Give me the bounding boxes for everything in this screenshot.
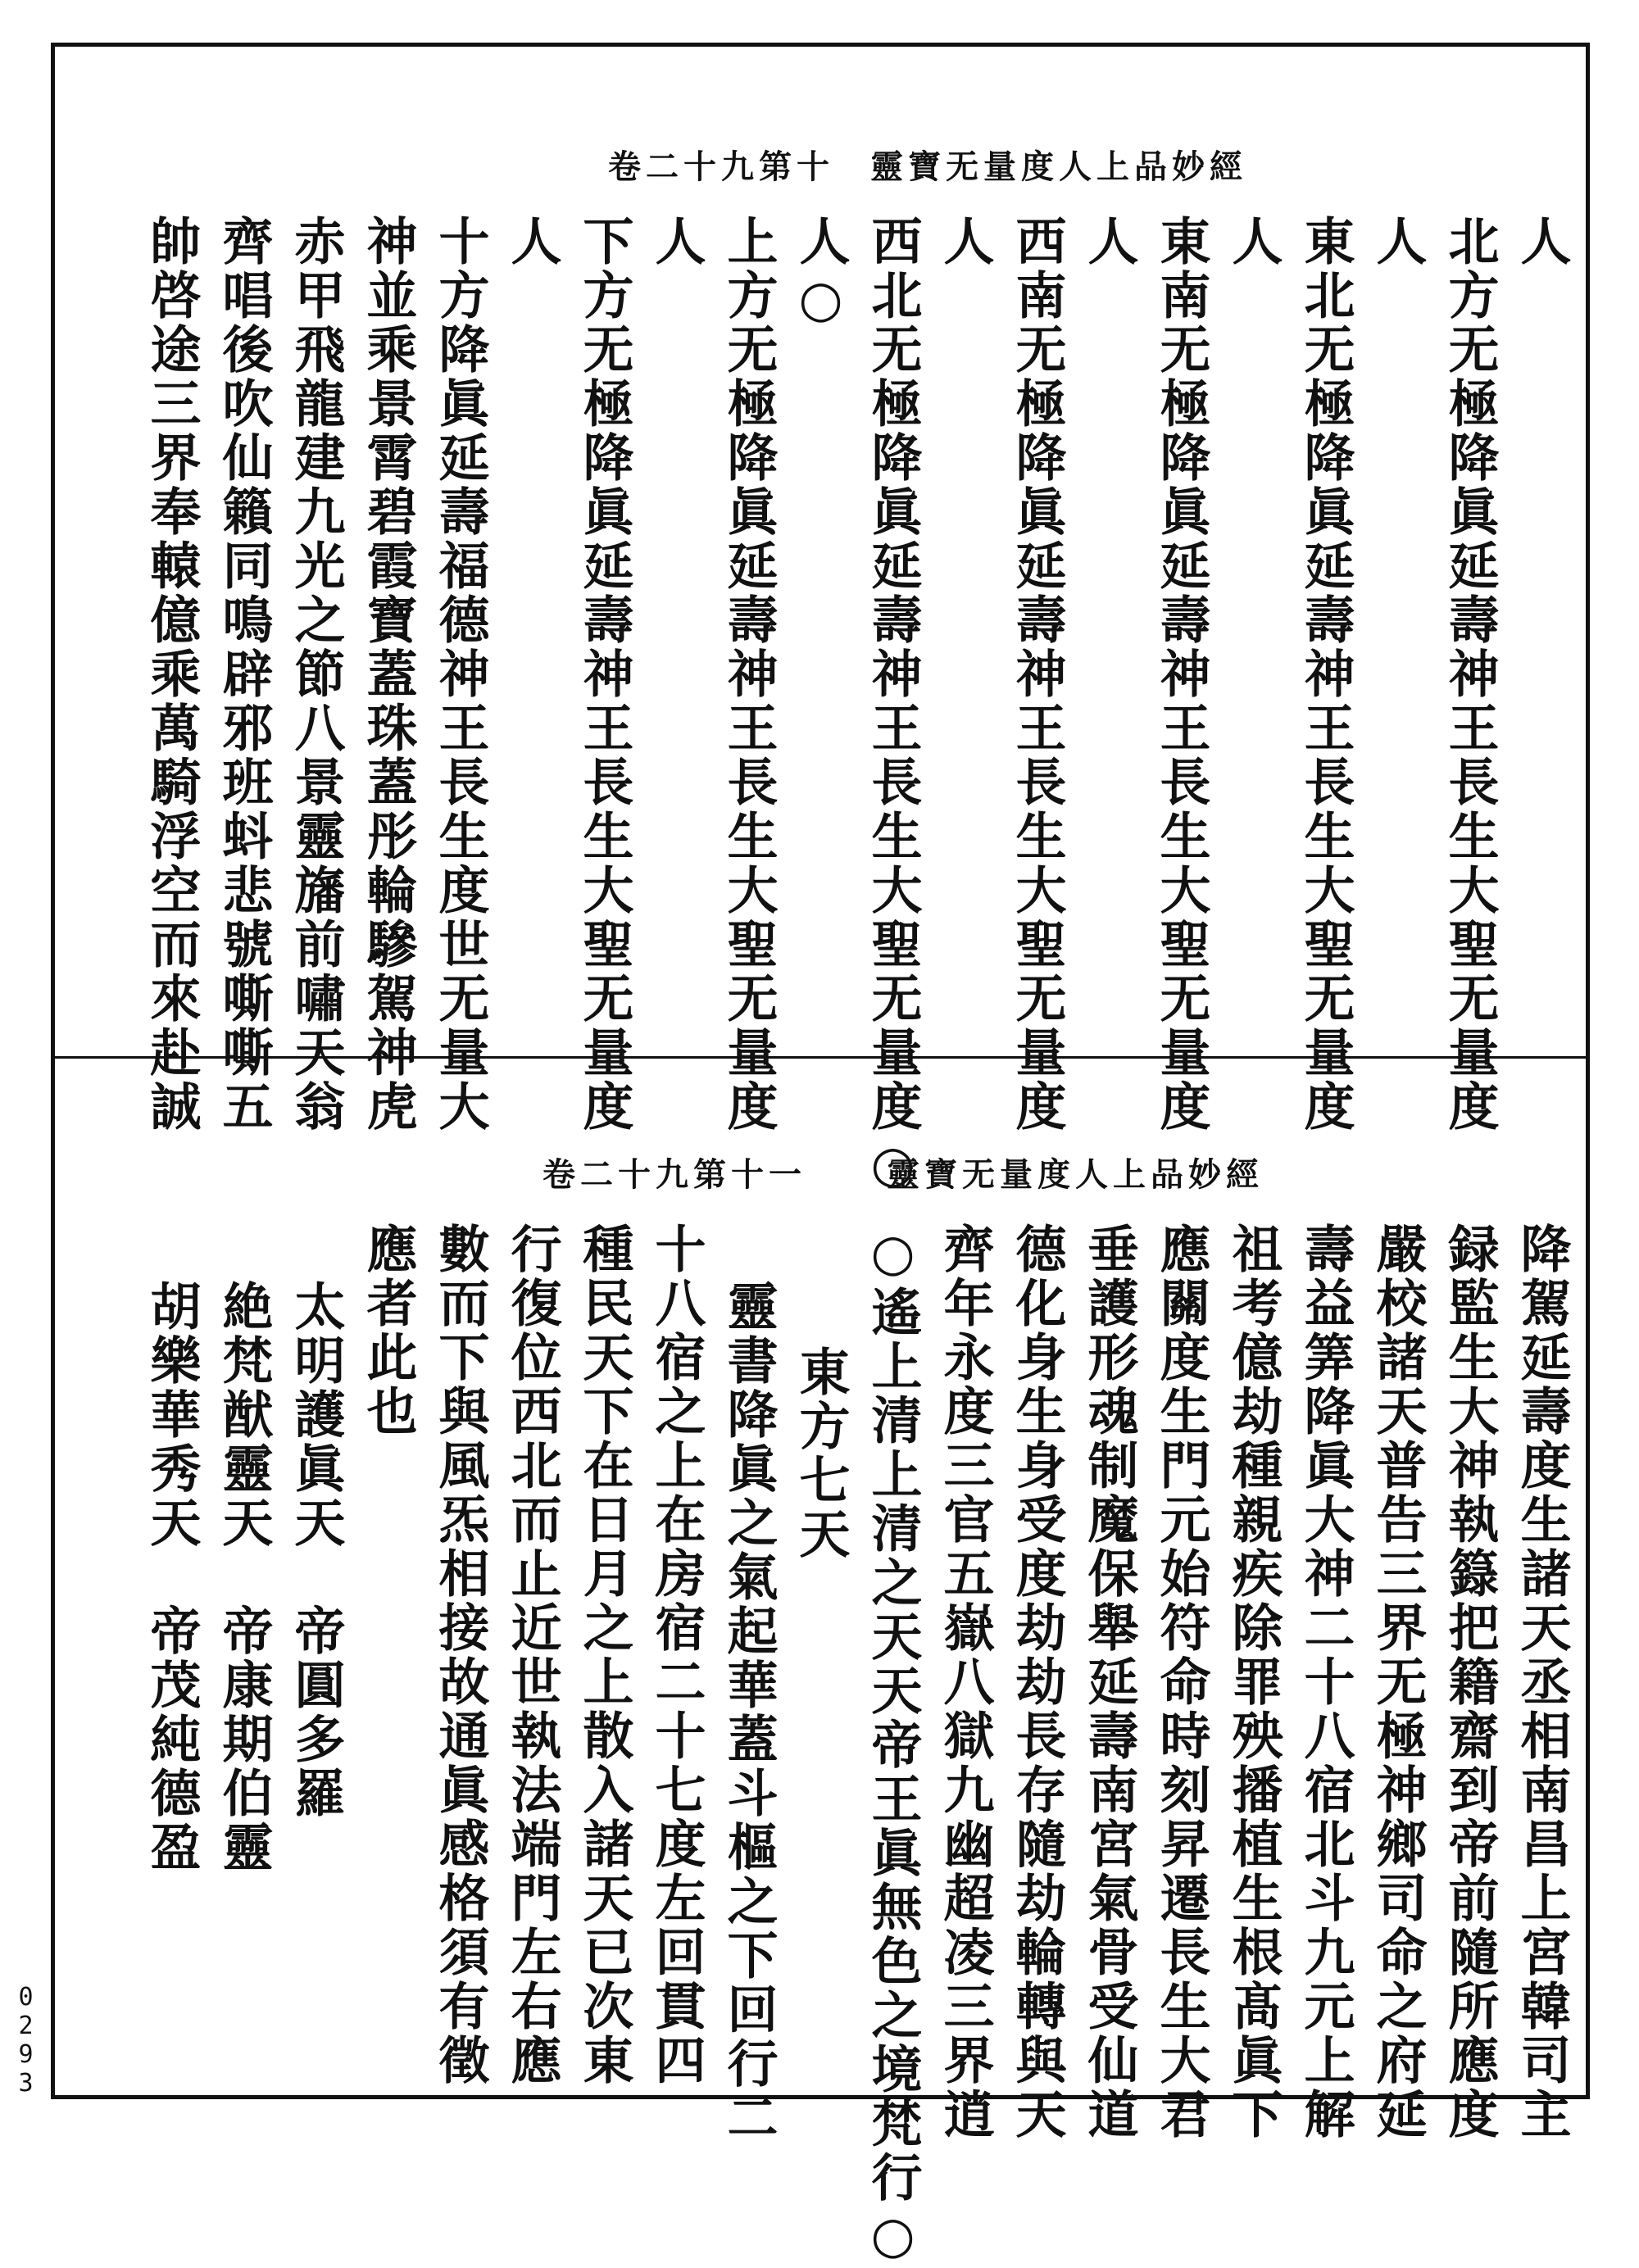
text-column: 赤甲飛龍建九光之節八景靈旛前嘯天翁 (286, 215, 346, 1134)
text-column: 胡樂華秀天 帝茂純德盈 (142, 1280, 202, 1875)
text-column: 靈書降眞之氣起華蓋斗樞之下回行二 (719, 1280, 779, 2145)
text-column: 人 (1512, 215, 1572, 269)
text-column: 神並乘景霄碧霞寶蓋珠蓋彤輪驂駕神虎 (358, 215, 418, 1134)
text-column: 人 (1224, 215, 1283, 269)
text-column: 絶梵猷靈天 帝康期伯靈 (214, 1280, 274, 1875)
bottom-header-volume: 卷二十九第十一 (543, 1155, 806, 1194)
text-column: 録監生大神執籙把籍齋到帝前隨所應度 (1440, 1222, 1500, 2142)
text-column: 嚴校諸天普告三界无極神鄉司命之府延 (1368, 1222, 1428, 2142)
top-header-title: 靈寶无量度人上品妙經 (870, 147, 1247, 186)
text-column: 齊年永度三官五嶽八獄九幽超凌三界逍 (935, 1222, 995, 2142)
text-column: 東南无極降眞延壽神王長生大聖无量度 (1151, 215, 1211, 1134)
text-column: 人○ (791, 215, 851, 332)
text-column: 東方七天 (791, 1345, 851, 1562)
text-column: 十方降眞延壽福德神王長生度世无量大 (430, 215, 490, 1134)
text-column: 人 (647, 215, 706, 269)
text-column: 人 (502, 215, 562, 269)
bottom-columns (131, 1222, 1573, 2268)
bottom-header-title: 靈寶无量度人上品妙經 (887, 1155, 1264, 1194)
text-column: 數而下與風炁相接故通眞感格須有徵 (430, 1222, 490, 2088)
text-column: 人 (935, 215, 995, 269)
text-column: 齊唱後吹仙籟同鳴辟邪班蚪悲號嘶嘶五 (214, 215, 274, 1134)
text-column: 十八宿之上在房宿二十七度左回貫四 (647, 1222, 706, 2088)
text-column: 下方无極降眞延壽神王長生大聖无量度 (574, 215, 634, 1134)
text-column: 應關度生門元始符命時刻昇遷長生大君 (1151, 1222, 1211, 2142)
page-number: 0293 (11, 1983, 40, 2098)
top-columns (131, 215, 1573, 1197)
text-column: 帥啓途三界奉轅億乘萬騎浮空而來赴誠 (142, 215, 202, 1134)
text-column: 人 (1368, 215, 1428, 269)
text-column: 太明護眞天 帝圓多羅 (286, 1280, 346, 1821)
text-column: 行復位西北而止近世執法端門左右應 (502, 1222, 562, 2088)
text-column: 西南无極降眞延壽神王長生大聖无量度 (1007, 215, 1067, 1134)
text-column: 西北无極降眞延壽神王長生大聖无量度○ (863, 215, 923, 1197)
text-column: 種民天下在日月之上散入諸天已次東 (574, 1222, 634, 2088)
text-column: 降駕延壽度生諸天丞相南昌上宮韓司主 (1512, 1222, 1572, 2142)
text-column: ○遙上清上清之天天帝王眞無色之境梵行○ (863, 1222, 923, 2268)
text-column: 祖考億劫種親疾除罪殃播植生根髙眞下 (1224, 1222, 1283, 2142)
text-column: 德化身生身受度劫劫長存隨劫輪轉與天 (1007, 1222, 1067, 2142)
bottom-page (51, 1059, 1590, 2268)
text-column: 上方无極降眞延壽神王長生大聖无量度 (719, 215, 779, 1134)
text-column: 北方无極降眞延壽神王長生大聖无量度 (1440, 215, 1500, 1134)
text-column: 垂護形魂制魔保舉延壽南宮氣骨受仙道 (1079, 1222, 1139, 2142)
text-column: 應者此也 (358, 1222, 418, 1439)
text-column: 人 (1079, 215, 1139, 269)
top-header-volume: 卷二十九第十 (608, 147, 834, 186)
text-column: 壽益筭降眞大神二十八宿北斗九元上解 (1296, 1222, 1355, 2142)
text-column: 東北无極降眞延壽神王長生大聖无量度 (1296, 215, 1355, 1134)
